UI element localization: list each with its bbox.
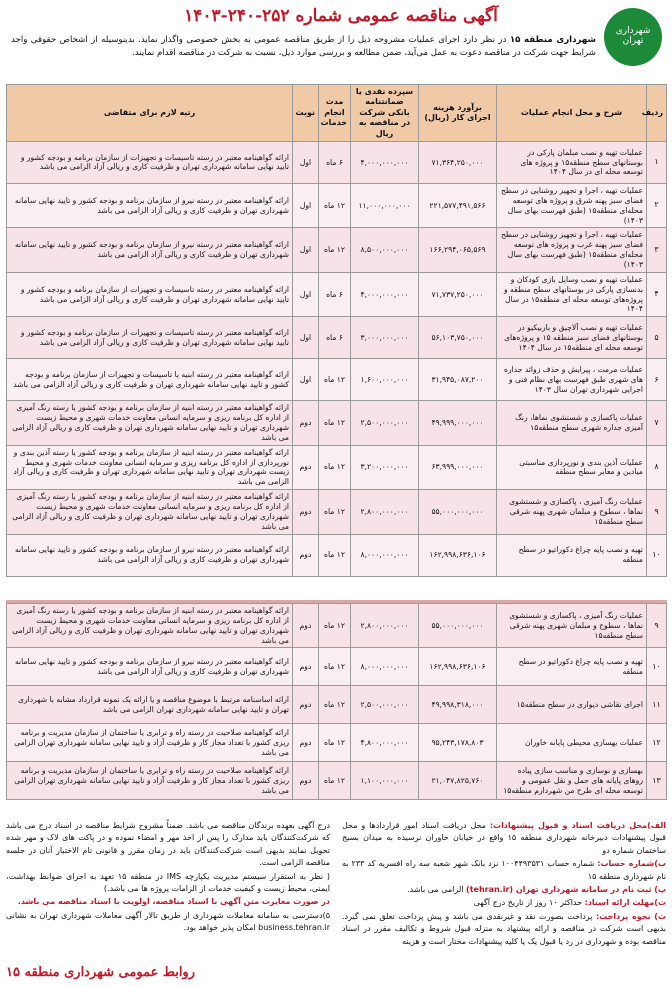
- footer-note-4: ۵)دسترسی به سامانه معاملات شهرداری از طریق تالار آگهی معاملات شهرداری تهران به نشانی business.tehran.ir امکان پذیر خواهد بود.: [6, 910, 330, 933]
- row-estimate: ۵۵,۰۰۰,۰۰۰,۰۰۰: [419, 604, 497, 648]
- row-rank: ارائه گواهینامه صلاحیت در رسته راه و ترابری یا ساختمان از سازمان مدیریت و برنامه ریزی کشور با تعداد مجاز کار و ظرفیت آزاد و تایید نهایی سامانه شهرداری تهران الزامی می باشد: [7, 762, 293, 800]
- footer-t-head: ت)مهلت ارائه اسناد:: [584, 898, 666, 908]
- row-duration: ۱۲ ماه: [319, 648, 351, 686]
- row-description: بهسازی و نوسازی و مناسب سازی پیاده روهای پایانه های حمل و نقل عمومی و توسعه محله ای طرح من شهردارم منطقه۱۵: [497, 762, 647, 800]
- ad-intro: [11, 34, 596, 60]
- row-duration: ۱۲ ماه: [319, 401, 351, 445]
- row-description: عملیات تهیه ، اجرا و تجهیز روشنایی در سطح فضای سبز پهنه شرق و پروژه های توسعه محله‌ای منطقه۱۵ (طبق فهرست بهای سال ۱۴۰۳): [497, 183, 647, 227]
- row-description: عملیات مرمت ، پیرایش و حذف زوائد جداره های شهری طبق فهرست بهای نظام فنی و اجرایی شهرداری تهران سال ۱۴۰۳: [497, 359, 647, 401]
- row-number: ۸: [647, 445, 667, 489]
- row-deposit: ۲,۵۰۰,۰۰۰,۰۰۰: [351, 401, 419, 445]
- row-rank: ارائه گواهینامه معتبر در رسته نیرو از سازمان برنامه و بودجه کشور و تایید نهایی سامانه شهرداری تهران و ظرفیت کاری و ریالی آزاد الزامی می باشد: [7, 534, 293, 576]
- intro-text: در نظر دارد اجرای عملیات مشروحه ذیل را از طریق مناقصه عمومی به بخش خصوصی واگذار نماید. بدینوسیله از اشخاص حقوقی واجد شرایط جهت شرکت در مناقصه دعوت به عمل می‌آید، ضمن مطالعه و بررسی موارد ذیل، نسبت به شرکت در مناقصه اقدام نمایند.: [11, 35, 596, 58]
- table-row: [7, 604, 667, 648]
- row-deposit: ۳,۲۰۰,۰۰۰,۰۰۰: [351, 445, 419, 489]
- row-estimate: ۵۶,۱۰۳,۷۵۰,۰۰۰: [419, 317, 497, 359]
- row-number: ۶: [647, 359, 667, 401]
- ad-footer: [6, 820, 666, 982]
- row-estimate: ۲۲۱,۵۷۷,۴۹۱,۵۶۶: [419, 183, 497, 227]
- footer-notes: [6, 820, 330, 936]
- row-turn: اول: [293, 183, 319, 227]
- table-row: [7, 686, 667, 724]
- row-number: ۱۱: [647, 686, 667, 724]
- row-description: عملیات رنگ آمیزی ، پاکسازی و شستشوی نماها ، سطوح و مبلمان شهری پهنه شرقی سطح منطقه۱۵: [497, 490, 647, 534]
- row-estimate: ۹۵,۲۴۳,۱۷۸,۸۰۳: [419, 724, 497, 762]
- row-number: ۱۲: [647, 724, 667, 762]
- table-row: [7, 183, 667, 227]
- row-rank: ارائه گواهینامه معتبر در رسته ابنیه یا تاسیسات و تجهیزات از سازمان برنامه و بودجه کشور و تایید نهایی سامانه شهرداری تهران و ظرفیت کاری و ریالی آزاد الزامی می باشد: [7, 359, 293, 401]
- row-turn: اول: [293, 317, 319, 359]
- row-rank: ارائه گواهینامه معتبر در رسته تاسیسات و تجهیزات از سازمان برنامه و بودجه کشور و تایید نهایی سامانه شهرداری تهران و ظرفیت کاری و ریالی آزاد الزامی می باشد: [7, 141, 293, 183]
- row-deposit: ۱,۶۰۰,۰۰۰,۰۰۰: [351, 359, 419, 401]
- row-deposit: ۱,۱۰۰,۰۰۰,۰۰۰: [351, 762, 419, 800]
- row-deposit: ۳,۰۰۰,۰۰۰,۰۰۰: [351, 317, 419, 359]
- table-row: [7, 490, 667, 534]
- table-row: [7, 317, 667, 359]
- row-number: ۱۳: [647, 762, 667, 800]
- footer-signature: روابط عمومی شهرداری منطقه ۱۵: [6, 965, 195, 980]
- row-rank: ارائه گواهینامه معتبر در رسته تاسیسات و تجهیزات از سازمان برنامه و بودجه کشور و تایید نهایی سامانه شهرداری تهران و ظرفیت کاری و ریالی آزاد الزامی می باشد: [7, 272, 293, 316]
- header-duration: مدت انجام خدمات: [319, 85, 351, 142]
- row-number: ۱۰: [647, 648, 667, 686]
- footer-s-head: ث) نحوه پرداخت:: [595, 911, 666, 921]
- row-duration: ۱۲ ماه: [319, 534, 351, 576]
- row-description: عملیات تهیه و نصب وسایل بازی کودکان و بدنسازی پارکی در بوستانهای سطح منطقه و پروژه‌های توسعه محله ای منطقه۱۵ در سال ۱۴۰۴: [497, 272, 647, 316]
- row-rank: ارائه گواهینامه معتبر در رسته ابنیه از سازمان برنامه و بودجه کشور یا رسته رنگ آمیزی از اداره کل برنامه ریزی و سرمایه انسانی معاونت خدمات شهری و محیط زیست شهرداری تهران و تایید نهایی سامانه شهرداری تهران و ظرفیت کاری و ریالی آزاد الزامی می باشد: [7, 604, 293, 648]
- footer-note-3: در صورت مغایرت متن آگهی با اسناد مناقصه، اولویت با اسناد مناقصه می باشد.: [17, 897, 330, 907]
- table-row: [7, 401, 667, 445]
- row-description: عملیات تهیه و نصب آلاچیق و باربیکیو در بوستانهای فضای سبز منطقه ۱۵ و پروژه‌های توسعه محله ای منطقه۱۵ در سال ۱۴۰۴: [497, 317, 647, 359]
- row-estimate: ۷۱,۷۳۷,۲۵۰,۰۰۰: [419, 272, 497, 316]
- row-description: عملیات بهسازی محیطی پایانه خاوران: [497, 724, 647, 762]
- row-deposit: ۲,۵۰۰,۰۰۰,۰۰۰: [351, 686, 419, 724]
- row-estimate: ۷۱,۳۶۴,۲۵۰,۰۰۰: [419, 141, 497, 183]
- row-deposit: ۴,۸۰۰,۰۰۰,۰۰۰: [351, 724, 419, 762]
- row-duration: ۱۲ ماه: [319, 604, 351, 648]
- row-turn: اول: [293, 272, 319, 316]
- row-estimate: ۱۶۶,۲۹۴,۰۶۵,۵۶۹: [419, 228, 497, 272]
- footer-p-head: پ) ثبت نام در سامانه شهرداری تهران (tehran.ir): [466, 884, 666, 894]
- table-row: [7, 534, 667, 576]
- row-turn: دوم: [293, 724, 319, 762]
- tender-table-bottom: [6, 603, 667, 800]
- row-duration: ۱۲ ماه: [319, 359, 351, 401]
- row-rank: ارائه گواهینامه معتبر در رسته ابنیه از سازمان برنامه و بودجه کشور یا رسته رنگ آمیزی از اداره کل برنامه ریزی و سرمایه انسانی معاونت خدمات شهری و محیط زیست شهرداری تهران و تایید نهایی سامانه شهرداری تهران و ظرفیت کاری و ریالی آزاد الزامی می باشد: [7, 401, 293, 445]
- row-rank: ارائه گواهینامه معتبر در رسته تاسیسات و تجهیزات از سازمان برنامه و بودجه کشور و تایید نهایی سامانه شهرداری تهران و ظرفیت کاری و ریالی آزاد الزامی می باشد: [7, 317, 293, 359]
- row-description: عملیات تهیه ، اجرا و تجهیز روشنایی در سطح فضای سبز پهنه غرب و پروژه های توسعه محله‌ای منطقه۱۵ (طبق فهرست بهای سال ۱۴۰۳): [497, 228, 647, 272]
- row-deposit: ۴,۰۰۰,۰۰۰,۰۰۰: [351, 141, 419, 183]
- row-rank: ارائه اساسنامه مرتبط با موضوع مناقصه و یا ارائه یک نمونه قرارداد مشابه با شهرداری تهران و تایید نهایی سامانه شهرداری تهران الزامی می باشد: [7, 686, 293, 724]
- header-row: ردیف: [647, 85, 667, 142]
- row-rank: ارائه گواهینامه معتبر در رسته نیرو از سازمان برنامه و بودجه کشور و تایید نهایی سامانه شهرداری تهران و ظرفیت کاری و ریالی آزاد الزامی می باشد: [7, 183, 293, 227]
- row-description: عملیات رنگ آمیزی ، پاکسازی و شستشوی نماها ، سطوح و مبلمان شهری پهنه شرقی سطح منطقه۱۵: [497, 604, 647, 648]
- footer-b-head: ب)شماره حساب:: [597, 859, 666, 869]
- row-duration: ۶ ماه: [319, 272, 351, 316]
- row-duration: ۱۲ ماه: [319, 490, 351, 534]
- row-description: اجرای نقاشی دیواری در سطح منطقه۱۵: [497, 686, 647, 724]
- row-turn: دوم: [293, 445, 319, 489]
- intro-org: شهرداری منطقه ۱۵: [509, 35, 596, 45]
- table-row: [7, 141, 667, 183]
- row-estimate: ۲۱,۰۴۷,۸۲۵,۷۶۰: [419, 762, 497, 800]
- footer-t-text: حداکثر ۱۰ روز از تاریخ درج آگهی: [473, 898, 583, 908]
- row-number: ۹: [647, 604, 667, 648]
- tender-rows-bottom: [7, 604, 667, 800]
- row-number: ۱: [647, 141, 667, 183]
- row-turn: اول: [293, 228, 319, 272]
- row-description: تهیه و نصب پایه چراغ دکوراتیو در سطح منطقه: [497, 534, 647, 576]
- row-deposit: ۸,۰۰۰,۰۰۰,۰۰۰: [351, 534, 419, 576]
- footer-note-2: ( نظر به استقرار سیستم مدیریت یکپارچه IMS در منطقه ۱۵ تعهد به اجرای ضوابط بهداشت، ایمنی، محیط زیست و کیفیت خدمات از الزامات پروژه ها می باشد.): [6, 871, 330, 893]
- row-rank: ارائه گواهینامه صلاحیت در رسته راه و ترابری یا ساختمان از سازمان مدیریت و برنامه ریزی کشور با تعداد مجاز کار و ظرفیت آزاد و تایید نهایی سامانه شهرداری تهران الزامی می باشد: [7, 724, 293, 762]
- row-turn: اول: [293, 141, 319, 183]
- row-turn: دوم: [293, 401, 319, 445]
- ad-header: [6, 4, 666, 84]
- header-estimate: برآورد هزینه اجرای کار (ریال): [419, 85, 497, 142]
- tender-table-top: [6, 84, 667, 577]
- tender-rows-top: [7, 141, 667, 576]
- row-deposit: ۴,۰۰۰,۰۰۰,۰۰۰: [351, 272, 419, 316]
- row-number: ۷: [647, 401, 667, 445]
- row-description: تهیه و نصب پایه چراغ دکوراتیو در سطح منطقه: [497, 648, 647, 686]
- footer-p-text: الزامی می باشد.: [407, 884, 464, 894]
- row-turn: دوم: [293, 686, 319, 724]
- row-estimate: ۵۵,۰۰۰,۰۰۰,۰۰۰: [419, 490, 497, 534]
- table-row: [7, 359, 667, 401]
- footer-note-1: درج آگهی بعهده برندگان مناقصه می باشد. ضمناً مشروح شرایط مناقصه در اسناد درج می باشد که شرکت‌کنندگان باید مدارک را پس از اخذ مهر و امضاء نموده و در پاکت های لاک و مهر شده تحویل نمایند بدیهی است شرکت‌کنندگان باید در زمان مقرر و قانونی تام الاختیار آنان در جلسه مناقصه الزامی است.: [6, 821, 330, 868]
- row-turn: دوم: [293, 534, 319, 576]
- row-duration: ۱۲ ماه: [319, 183, 351, 227]
- table-row: [7, 724, 667, 762]
- ad-title: آگهی مناقصه عمومی شماره ۲۵۲-۲۴۰-۱۴۰۳: [184, 6, 498, 26]
- footer-a-head: الف)محل دریافت اسناد و قبول پیشنهادات:: [489, 821, 667, 830]
- footer-s-text: پرداخت بصورت نقد و غیرنقدی می باشد و پیش پرداخت تعلق نمی گیرد. بدیهی است شرکت در مناقصه و ارائه پیشنهاد به منزله قبول شروط و تکالیف مقرر در اسناد مناقصه بوده و شهرداری در رد یا قبول یک یا کلیه پیشنهادات مختار است و هزینه: [342, 911, 666, 946]
- table-row: [7, 648, 667, 686]
- header-rank: رتبه لازم برای متقاضی: [7, 85, 293, 142]
- row-estimate: ۴۹,۹۹۹,۰۰۰,۰۰۰: [419, 401, 497, 445]
- row-deposit: ۲,۸۰۰,۰۰۰,۰۰۰: [351, 490, 419, 534]
- row-deposit: ۱۱,۰۰۰,۰۰۰,۰۰۰: [351, 183, 419, 227]
- row-number: ۱۰: [647, 534, 667, 576]
- header-turn: نوبت: [293, 85, 319, 142]
- table-row: [7, 228, 667, 272]
- table-row: [7, 762, 667, 800]
- row-estimate: ۳۱,۹۴۵,۰۸۷,۲۰۰: [419, 359, 497, 401]
- row-duration: ۱۲ ماه: [319, 686, 351, 724]
- row-turn: دوم: [293, 490, 319, 534]
- row-description: عملیات تهیه و نصب مبلمان پارکی در بوستانهای سطح منطقه۱۵ و پروژه های توسعه محله ای در سال ۱۴۰۴: [497, 141, 647, 183]
- header-desc: شرح و محل انجام عملیات: [497, 85, 647, 142]
- row-duration: ۱۲ ماه: [319, 228, 351, 272]
- footer-conditions: [342, 820, 666, 949]
- table-row: [7, 445, 667, 489]
- row-turn: دوم: [293, 648, 319, 686]
- row-duration: ۱۲ ماه: [319, 762, 351, 800]
- row-estimate: ۴۹,۹۹۸,۳۱۸,۰۰۰: [419, 686, 497, 724]
- row-number: ۲: [647, 183, 667, 227]
- tender-table-bottom-wrap: [6, 600, 667, 800]
- table-row: [7, 272, 667, 316]
- footer-a-text: محل دریافت اسناد امور قراردادها و محل قبول پیشنهادات دبیرخانه شهرداری منطقه ۱۵ واقع در خیابان خاوران نرسیده به میدان بسیج ساختمان شماره دو: [342, 821, 666, 855]
- row-deposit: ۸,۰۰۰,۰۰۰,۰۰۰: [351, 648, 419, 686]
- advertisement-sheet: [6, 4, 666, 84]
- row-description: عملیات آذین بندی و نورپردازی مناسبتی میادین و معابر سطح منطقه: [497, 445, 647, 489]
- row-turn: دوم: [293, 762, 319, 800]
- row-number: ۵: [647, 317, 667, 359]
- row-rank: ارائه گواهینامه معتبر در رسته ابنیه از سازمان برنامه و بودجه کشور یا رسته آذین بندی و نورپردازی از اداره کل برنامه ریزی و سرمایه انسانی معاونت خدمات شهری و محیط زیست شهرداری تهران و تایید نهایی سامانه شهرداری تهران و ظرفیت کاری و ریالی آزاد الزامی می باشد: [7, 445, 293, 489]
- row-estimate: ۱۶۲,۹۹۸,۶۳۶,۱۰۶: [419, 648, 497, 686]
- row-description: عملیات پاکسازی و شستشوی نماها، رنگ آمیزی جداره شهری سطح منطقه۱۵: [497, 401, 647, 445]
- row-rank: ارائه گواهینامه معتبر در رسته ابنیه از سازمان برنامه و بودجه کشور یا رسته رنگ آمیزی از اداره کل برنامه ریزی و سرمایه انسانی معاونت خدمات شهری و محیط زیست شهرداری تهران و تایید نهایی سامانه شهرداری تهران و ظرفیت کاری و ریالی آزاد الزامی می باشد: [7, 490, 293, 534]
- footer-b-text: شماره حساب ۱۰۰۴۴۹۳۵۳۱ نزد بانک شهر شعبه سه راه افسریه کد ۲۳۳ به نام شهرداری منطقه ۱۵: [342, 859, 666, 881]
- municipality-logo: [604, 8, 662, 66]
- row-deposit: ۸,۵۰۰,۰۰۰,۰۰۰: [351, 228, 419, 272]
- logo-text: شهرداری تهران: [615, 26, 651, 46]
- row-estimate: ۶۳,۹۹۹,۰۰۰,۰۰۰: [419, 445, 497, 489]
- row-number: ۳: [647, 228, 667, 272]
- row-duration: ۶ ماه: [319, 317, 351, 359]
- header-deposit: سپرده نقدی یا ضمانتنامه بانکی شرکت در مناقصه به ریال: [351, 85, 419, 142]
- row-duration: ۱۲ ماه: [319, 445, 351, 489]
- row-turn: اول: [293, 359, 319, 401]
- row-number: ۴: [647, 272, 667, 316]
- row-turn: دوم: [293, 604, 319, 648]
- row-duration: ۶ ماه: [319, 141, 351, 183]
- row-rank: ارائه گواهینامه معتبر در رسته نیرو از سازمان برنامه و بودجه کشور و تایید نهایی سامانه شهرداری تهران و ظرفیت کاری و ریالی آزاد الزامی می باشد: [7, 648, 293, 686]
- row-estimate: ۱۶۲,۹۹۸,۶۳۶,۱۰۶: [419, 534, 497, 576]
- row-deposit: ۲,۸۰۰,۰۰۰,۰۰۰: [351, 604, 419, 648]
- row-duration: ۱۲ ماه: [319, 724, 351, 762]
- row-rank: ارائه گواهینامه معتبر در رسته نیرو از سازمان برنامه و بودجه کشور و تایید نهایی سامانه شهرداری تهران و ظرفیت کاری و ریالی آزاد الزامی می باشد: [7, 228, 293, 272]
- row-number: ۹: [647, 490, 667, 534]
